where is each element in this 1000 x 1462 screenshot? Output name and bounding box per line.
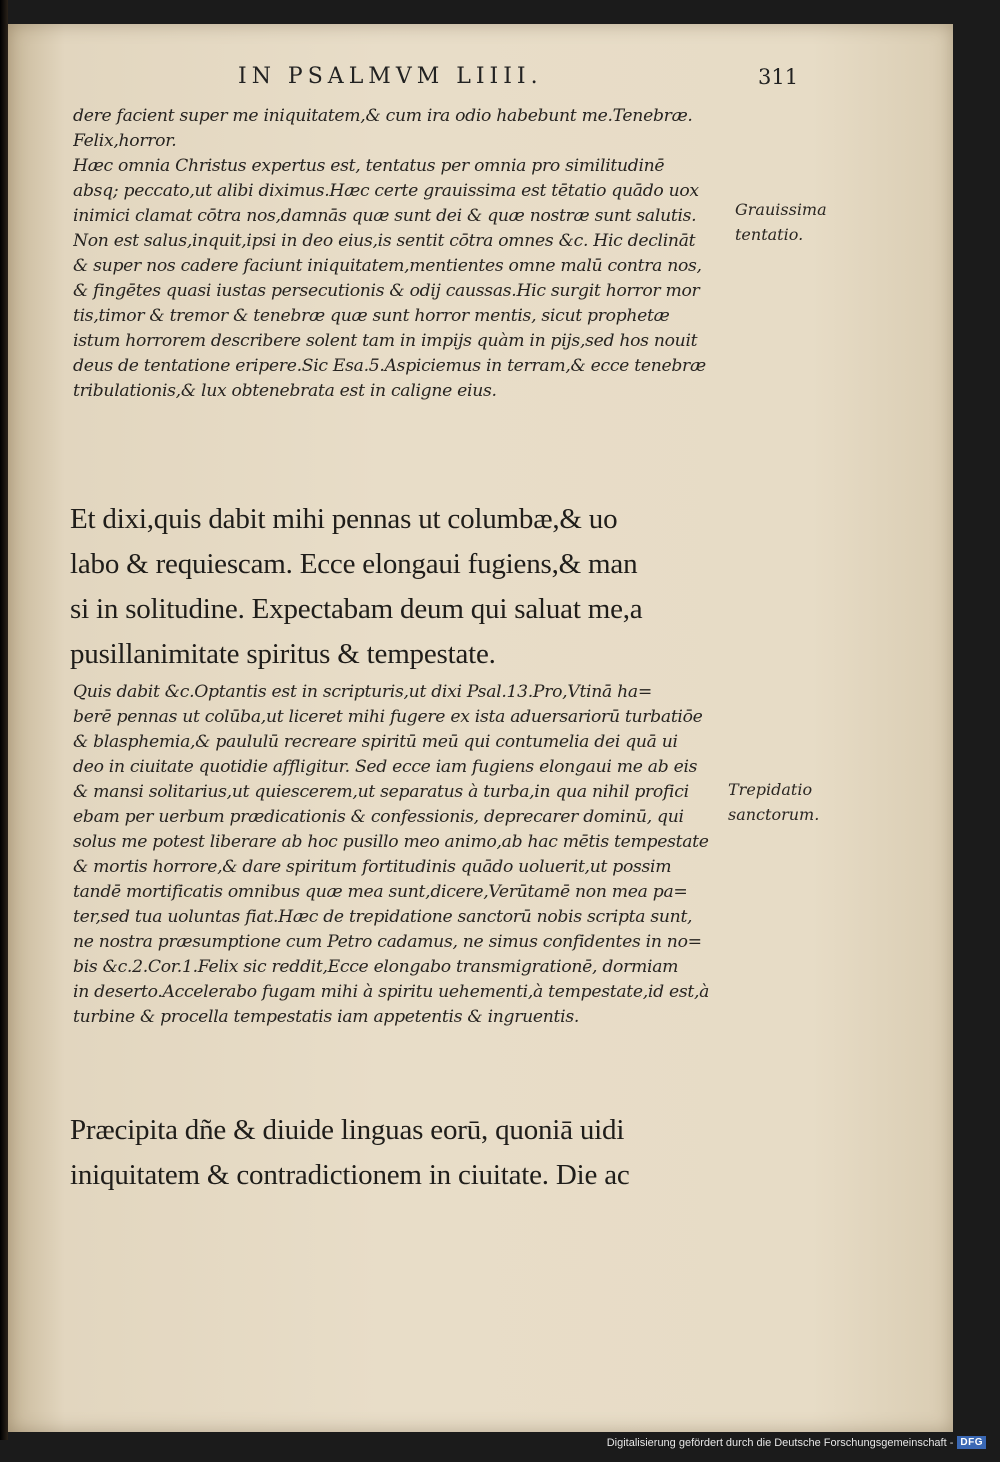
- psalm-verse-1: [70, 497, 735, 677]
- margin-note-line: tentatio.: [735, 225, 804, 244]
- margin-note-grauissima: [735, 197, 827, 247]
- margin-note-line: sanctorum.: [728, 805, 820, 824]
- text-line: ter,sed tua uoluntas fiat.Hæc de trepidatione sanctorū nobis scripta sunt,: [73, 907, 693, 927]
- text-line: dere facient super me iniquitatem,& cum ira odio habebunt me.Tenebræ.: [73, 106, 693, 126]
- verse-line: pusillanimitate spiritus & tempestate.: [70, 638, 496, 670]
- margin-note-line: Trepidatio: [728, 780, 813, 799]
- book-spine-shadow: [0, 0, 8, 1440]
- text-line: & mortis horrore,& dare spiritum fortitudinis quādo uoluerit,ut possim: [73, 857, 672, 877]
- text-line: tandē mortificatis omnibus quæ mea sunt,dicere,Verūtamē non mea pa=: [73, 882, 688, 902]
- text-line: Quis dabit &c.Optantis est in scripturis,ut dixi Psal.13.Pro,Vtinā ha=: [73, 682, 652, 702]
- margin-note-line: Grauissima: [735, 200, 827, 219]
- text-line: & mansi solitarius,ut quiescerem,ut separatus à turba,in qua nihil profici: [73, 782, 689, 802]
- text-line: bis &c.2.Cor.1.Felix sic reddit,Ecce elongabo transmigrationē, dormiam: [73, 957, 679, 977]
- text-line: turbine & procella tempestatis iam appetentis & ingruentis.: [73, 1007, 580, 1027]
- text-line: ne nostra præsumptione cum Petro cadamus, ne simus confidentes in no=: [73, 932, 702, 952]
- text-line: deus de tentatione eripere.Sic Esa.5.Aspiciemus in terram,& ecce tenebræ: [73, 356, 706, 376]
- psalm-verse-2: [70, 1108, 735, 1198]
- text-line: tribulationis,& lux obtenebrata est in caligne eius.: [73, 381, 497, 401]
- verse-line: Præcipita dñe & diuide linguas eorū, quoniā uidi: [70, 1114, 625, 1146]
- margin-note-trepidatio: [728, 777, 819, 827]
- verse-line: iniquitatem & contradictionem in ciuitate. Die ac: [70, 1159, 630, 1191]
- text-line: Felix,horror.: [73, 131, 177, 151]
- dfg-logo: DFG: [957, 1436, 986, 1449]
- text-line: in deserto.Accelerabo fugam mihi à spiritu uehementi,à tempestate,id est,à: [73, 982, 710, 1002]
- running-head: IN PSALMVM LIIII.: [238, 64, 543, 89]
- text-line: inimici clamat cōtra nos,damnās quæ sunt dei & quæ nostræ sunt salutis.: [73, 206, 697, 226]
- text-line: deo in ciuitate quotidie affligitur. Sed ecce iam fugiens elongaui me ab eis: [73, 757, 698, 777]
- verse-line: si in solitudine. Expectabam deum qui saluat me,a: [70, 593, 643, 625]
- text-line: istum horrorem describere solent tam in impijs quàm in pijs,sed hos nouit: [73, 331, 698, 351]
- digitization-credit: [607, 1436, 986, 1449]
- text-line: & fingētes quasi iustas persecutionis & odij caussas.Hic surgit horror mor: [73, 281, 700, 301]
- text-line: solus me potest liberare ab hoc pusillo meo animo,ab hac mētis tempestate: [73, 832, 709, 852]
- text-line: Hæc omnia Christus expertus est, tentatus per omnia pro similitudinē: [73, 156, 665, 176]
- text-line: & blasphemia,& paululū recreare spiritū meū qui contumelia dei quā ui: [73, 732, 678, 752]
- verse-line: labo & requiescam. Ecce elongaui fugiens,& man: [70, 548, 638, 580]
- commentary-block-1: [73, 104, 733, 404]
- text-line: tis,timor & tremor & tenebræ quæ sunt horror mentis, sicut prophetæ: [73, 306, 670, 326]
- text-line: Non est salus,inquit,ipsi in deo eius,is sentit cōtra omnes &c. Hic declināt: [73, 231, 696, 251]
- text-line: absq; peccato,ut alibi diximus.Hæc certe grauissima est tētatio quādo uox: [73, 181, 699, 201]
- text-line: ebam per uerbum prædicationis & confessionis, deprecarer dominū, qui: [73, 807, 684, 827]
- folio-number: 311: [758, 65, 799, 89]
- text-line: berē pennas ut colūba,ut liceret mihi fugere ex ista aduersariorū turbatiōe: [73, 707, 703, 727]
- verse-line: Et dixi,quis dabit mihi pennas ut columbæ,& uo: [70, 503, 618, 535]
- text-line: & super nos cadere faciunt iniquitatem,mentientes omne malū contra nos,: [73, 256, 702, 276]
- commentary-block-2: [73, 680, 733, 1030]
- credit-text: Digitalisierung gefördert durch die Deutsche Forschungsgemeinschaft -: [606, 1436, 954, 1449]
